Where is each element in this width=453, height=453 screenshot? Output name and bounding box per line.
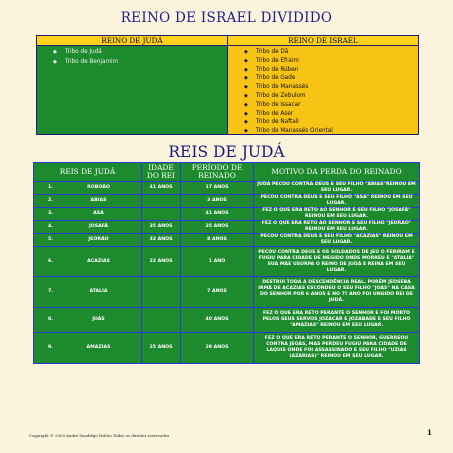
loss-reason: PECOU CONTRA DEUS E OS SOLDADOS DE JEÚ O FERIRAM E FUGIU PARA CIDADE DE MEGIDO ONDE MORREU E "ATALIA" SUA MÃE USURPA O REINO DE JUDÁ E REINA EM SEU LUGAR.: [254, 247, 420, 277]
loss-reason: FEZ O QUE ERA RETO AO SENHOR E SEU FILHO "JEORÃO" REINOU EM SEU LUGAR.: [254, 221, 420, 234]
table-row: [34, 234, 420, 247]
table-row: [34, 208, 420, 221]
tribe-item: [244, 127, 418, 136]
israel-tribes-column: [228, 36, 418, 134]
bullet-icon: ◆: [244, 66, 248, 73]
tribe-item: [244, 66, 418, 75]
tribes-table: [36, 35, 419, 135]
king-age: 32 ANOS: [142, 234, 181, 247]
king-age: [142, 195, 181, 208]
bullet-icon: ◆: [244, 57, 248, 64]
tribe-label: Tribo de Dã: [256, 49, 289, 55]
reign-period: 1 ANO: [181, 247, 254, 277]
king-name: JOÁS: [92, 317, 105, 322]
king-cell: [34, 182, 142, 195]
judah-tribes-list: [37, 46, 227, 67]
kings-table: [33, 162, 420, 364]
king-age: 25 ANOS: [142, 333, 181, 364]
tribe-label: Tribo de Issacar: [256, 101, 301, 108]
tribe-item: [244, 92, 418, 101]
king-cell: [34, 195, 142, 208]
reign-period: 25 ANOS: [181, 221, 254, 234]
bullet-icon: ◆: [53, 49, 57, 55]
tribe-label: Tribo de Manassés Oriental: [256, 128, 333, 135]
bullet-icon: ◆: [244, 75, 248, 82]
loss-reason: PECOU CONTRA DEUS E SEU FILHO "ACAZIAS" REINOU EM SEU LUGAR.: [254, 234, 420, 247]
loss-reason: FEZ O QUE ERA RETO AO SENHOR E SEU FILHO "JOSAFÁ" REINOU EM SEU LUGAR.: [254, 208, 420, 221]
row-number: 4.: [48, 224, 54, 229]
king-name: ASA: [93, 211, 104, 216]
tribe-item: [244, 74, 418, 83]
reign-period: 17 ANOS: [181, 182, 254, 195]
king-name: JOSAFÁ: [88, 224, 109, 229]
loss-reason: DESTRUI TODA A DESCENDÊNCIA REAL, PORÉM JEOSEBA IRMÃ DE ACAZIAS ESCONDEU O SEU FILHO "JOÁS" NA CASA DO SENHOR POR 6 ANOS E NO 7º ANO FOI UNGIDO REI DE JUDÁ.: [254, 277, 420, 308]
israel-tribes-header: REINO DE ISRAEL: [228, 36, 418, 46]
tribe-label: Tribo de Efraim: [256, 57, 299, 64]
reign-period: 41 ANOS: [181, 208, 254, 221]
king-age: [142, 308, 181, 333]
tribe-label: Tribo de Naftali: [256, 119, 299, 126]
bullet-icon: ◆: [53, 58, 57, 65]
bullet-icon: ◆: [244, 84, 248, 91]
row-number: 2.: [48, 198, 54, 203]
king-cell: [34, 333, 142, 364]
king-cell: [34, 277, 142, 308]
row-number: 3.: [48, 211, 54, 216]
tribe-label: Tribo de Rúben: [256, 66, 299, 73]
header-king: REIS DE JUDÁ: [34, 163, 142, 182]
row-number: 9.: [48, 345, 54, 350]
tribe-label: Tribo de Judá: [65, 49, 102, 55]
table-row: [34, 182, 420, 195]
table-row: [34, 247, 420, 277]
kings-table-header-row: [34, 163, 420, 182]
reign-period: 8 ANOS: [181, 234, 254, 247]
king-name: ABIAS: [90, 198, 107, 203]
bullet-icon: ◆: [244, 101, 248, 108]
king-age: [142, 208, 181, 221]
tribe-item: [244, 118, 418, 127]
header-age: IDADE DO REI: [142, 163, 181, 182]
page-number: 1: [427, 428, 432, 437]
copyright-notice: Copyright © 2009 André Sandiêgo Falcão Todos os direitos reservados: [29, 433, 170, 438]
tribe-label: Tribo de Manassés: [256, 84, 309, 91]
bullet-icon: ◆: [244, 110, 248, 117]
bullet-icon: ◆: [244, 92, 248, 99]
kings-table-body: [34, 182, 420, 364]
table-row: [34, 277, 420, 308]
row-number: 6.: [48, 258, 54, 264]
reign-period: 40 ANOS: [181, 308, 254, 333]
header-period: PERÍODO DE REINADO: [181, 163, 254, 182]
bullet-icon: ◆: [244, 119, 248, 126]
table-row: [34, 308, 420, 333]
king-cell: [34, 208, 142, 221]
king-age: 41 ANOS: [142, 182, 181, 195]
king-age: 22 ANOS: [142, 247, 181, 277]
king-age: 35 ANOS: [142, 221, 181, 234]
kings-section-title: REIS DE JUDÁ: [168, 143, 285, 161]
reign-period: 29 ANOS: [181, 333, 254, 364]
tribe-item: [53, 58, 227, 68]
loss-reason: FEZ O QUE ERA RETO PERANTE O SENHOR, GUERREOU CONTRA JEOÁS, MAS PERDEU FUGIU PARA CIDADE DE LAQUIS ONDE FOI ASSASSINADO E SEU FILHO "UZIAS (AZARIAS)" REINOU EM SEU LUGAR.: [254, 333, 420, 364]
tribe-item: [244, 101, 418, 110]
reign-period: 7 ANOS: [181, 277, 254, 308]
tribe-label: Tribo de Aser: [256, 110, 294, 117]
bullet-icon: ◆: [244, 128, 248, 135]
tribe-label: Tribo de Benjamim: [65, 58, 119, 65]
header-reason: MOTIVO DA PERDA DO REINADO: [254, 163, 420, 182]
king-name: AMAZIAS: [86, 345, 111, 350]
king-age: [142, 277, 181, 308]
king-name: ATALIA: [89, 289, 108, 294]
row-number: 1.: [48, 185, 54, 190]
king-cell: [34, 234, 142, 247]
king-name: ROBOÃO: [87, 185, 110, 190]
king-cell: [34, 247, 142, 277]
row-number: 8.: [48, 317, 54, 322]
tribe-item: [244, 83, 418, 92]
loss-reason: FEZ O QUE ERA RETO PERANTE O SENHOR E FOI MORTO PELOS SEUS SERVOS JOZACAR E JOZABADE E SEU FILHO "AMAZIAS" REINOU EM SEU LUGAR.: [254, 308, 420, 333]
king-cell: [34, 221, 142, 234]
tribe-label: Tribo de Gade: [256, 75, 296, 82]
table-row: [34, 333, 420, 364]
loss-reason: JUDÁ PECOU CONTRA DEUS E SEU FILHO "ABIAS"REINOU EM SEU LUGAR.: [254, 182, 420, 195]
king-cell: [34, 308, 142, 333]
page-title: REINO DE ISRAEL DIVIDIDO: [120, 10, 333, 26]
table-row: [34, 195, 420, 208]
king-name: JEORÃO: [88, 237, 109, 242]
judah-tribes-column: [37, 36, 228, 134]
israel-tribes-list: [228, 46, 418, 136]
row-number: 7.: [48, 289, 54, 294]
row-number: 5.: [48, 237, 54, 242]
table-row: [34, 221, 420, 234]
bullet-icon: ◆: [244, 49, 248, 55]
tribe-item: [244, 57, 418, 66]
tribe-item: [244, 110, 418, 119]
loss-reason: PECOU CONTRA DEUS E SEU FILHO "ASA" REINOU EM SEU LUGAR.: [254, 195, 420, 208]
tribe-item: [53, 48, 227, 58]
judah-tribes-header: REINO DE JUDÁ: [37, 36, 227, 46]
reign-period: 3 ANOS: [181, 195, 254, 208]
tribe-item: [244, 48, 418, 57]
tribe-label: Tribo de Zebulom: [256, 92, 306, 99]
king-name: ACAZIAS: [87, 258, 110, 264]
